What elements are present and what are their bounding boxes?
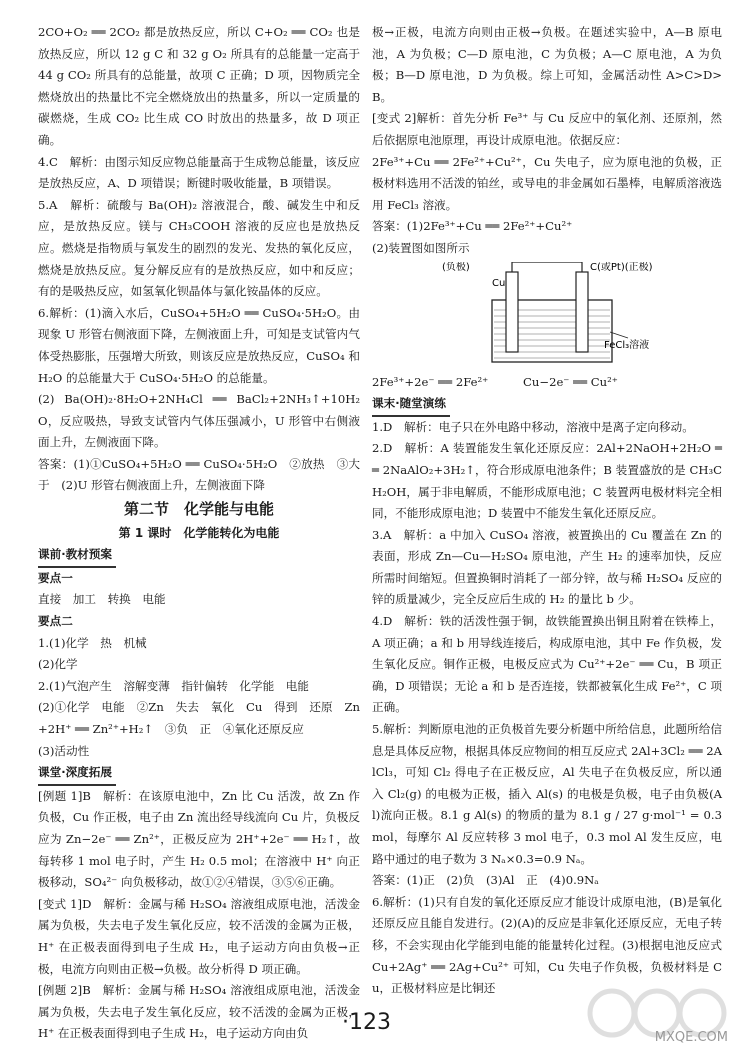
key-point-1: 要点一 — [38, 570, 73, 585]
question-3: 3.A 解析：a 中加入 CuSO₄ 溶液，被置换出的 Cu 覆盖在 Zn 的表面，形成 Zn—Cu—H₂SO₄ 原电池，产生 H₂ 的速率加快，反应所需时间缩短。但置换铜时消耗了一部分锌，故与稀 H₂SO₄ 反应的锌的质量减少，完全反应后生成的 H₂ 的量比 b 少。 — [372, 527, 722, 607]
page-number: ·123 — [342, 1010, 391, 1035]
key-point-2-a: 1.(1)化学 热 机械 — [38, 635, 147, 650]
example-2-cont: 极→正极，电流方向则由正极→负极。在题述实验中，A—B 原电池，A 为负极；C—D 原电池，C 为负极；A—C 原电池，A 为负极；B—D 原电池，D 为负极。综上可知，金属活动性 A>C>D>B。 — [372, 25, 722, 104]
question-6: 6.解析：(1)只有自发的氧化还原反应才能设计成原电池，(B)是氧化还原反应且能自发进行。(2)(A)的反应是非氧化还原反应，无电子转移，不会实现由化学能到电能的能量转化过程。(3)根据电池反应式 Cu+2Ag⁺ ══ 2Ag+Cu²⁺ 可知，Cu 失电子作负极，负极材料是 Cu，正极材料应是比铜还 — [372, 894, 722, 996]
example-2: [例题 2]B 解析：金属与稀 H₂SO₄ 溶液组成原电池，活泼金属为负极，失去电子发生氧化反应，较不活泼的金属为正极，H⁺ 在正极表面得到电子生成 H₂，电子运动方向由负 — [38, 983, 360, 1041]
label-positive: C(或Pt)(正极) — [590, 261, 653, 273]
question-2: 2.D 解析：A 装置能发生氧化还原反应：2Al+2NaOH+2H₂O ══ 2NaAlO₂+3H₂↑，符合形成原电池条件；B 装置盛放的是 CH₃CH₂OH，属于非电解质，不能形成原电池；C 装置两电极材料完全相同，不能形成原电池；D 装置中不能发生氧化还原反应。 — [372, 441, 722, 521]
half-reactions: 2Fe³⁺+2e⁻ ══ 2Fe²⁺ Cu−2e⁻ ══ Cu²⁺ — [372, 374, 618, 389]
example-1: [例题 1]B 解析：在该原电池中，Zn 比 Cu 活泼，故 Zn 作负极，Cu 作正极，电子由 Zn 流出经导线流向 Cu 片，负极反应为 Zn−2e⁻ ══ Zn²⁺，正极反应为 2H⁺+2e⁻ ══ H₂↑，故每转移 1 mol 电子时，产生 H₂ 0.5 mol；在溶液中 H⁺ 向正极移动，SO₄²⁻ 向负极移动，故①②④错误，③⑤⑥正确。 — [38, 788, 360, 890]
label-solution: FeCl₃溶液 — [604, 339, 650, 351]
cu-electrode — [506, 272, 518, 352]
answer-6-result: 答案：(1)①CuSO₄+5H₂O ══ CuSO₄·5H₂O ②放热 ③大于 (2)U 形管右侧液面上升，左侧液面下降 — [38, 456, 360, 493]
answer-5: 5.A 解析：硫酸与 Ba(OH)₂ 溶液混合，酸、碱发生中和反应，是放热反应。镁与 CH₃COOH 溶液的反应也是放热反应。燃烧是指物质与氧发生的剧烈的发光、发热的氧化反应，燃烧是放热反应。复分解反应有的是放热反应，如中和反应；有的是吸热反应，如氢氧化钡晶体与氯化铵晶体的反应。 — [38, 197, 360, 299]
label-cu: Cu — [492, 277, 506, 289]
variant-2-reaction: 2Fe³⁺+Cu ══ 2Fe²⁺+Cu²⁺，Cu 失电子，应为原电池的负极，正极材料选用不活泼的铂丝，或导电的非金属如石墨棒，电解质溶液选用 FeCl₃ 溶液。 — [372, 154, 722, 212]
key-point-2-e: (3)活动性 — [38, 743, 90, 758]
section-title: 第二节 化学能与电能 — [123, 500, 274, 519]
galvanic-cell-diagram — [432, 262, 672, 370]
band-classroom: 课堂·深度拓展 — [38, 762, 116, 786]
variant-2-answer-2: (2)装置图如图所示 — [372, 240, 470, 255]
variant-1: [变式 1]D 解析：金属与稀 H₂SO₄ 溶液组成原电池，活泼金属为负极，失去电子发生氧化反应，较不活泼的金属为正极，H⁺ 在正极表面得到电子生成 H₂，电子运动方向由负极→正极，电流方向则由正极→负极。故分析得 D 项正确。 — [38, 896, 360, 976]
answer-6-part2: (2) Ba(OH)₂·8H₂O+2NH₄Cl ══ BaCl₂+2NH₃↑+10H₂O，反应吸热，导致支试管内气体压强减小，U 形管中右侧液面上升，左侧液面下降。 — [38, 392, 360, 450]
key-point-1-answer: 直接 加工 转换 电能 — [38, 592, 166, 607]
question-1: 1.D 解析：电子只在外电路中移动，溶液中是离子定向移动。 — [372, 419, 694, 434]
cell-svg — [432, 262, 672, 370]
question-5: 5.解析：判断原电池的正负极首先要分析题中所给信息，此题所给信息是具体反应物，根据具体反应物间的相互反应式 2Al+3Cl₂ ══ 2AlCl₃，可知 Cl₂ 得电子在正极反应，Al 失电子在负极反应，所以通入 Cl₂(g) 的电极为正极，插入 Al(s) 的电极是负极，电子由负极(Al)流向正极。8.1 g Al(s) 的物质的量为 8.1 g / 27 g·mol⁻¹ = 0.3 mol，每摩尔 Al 反应转移 3 mol 电子，0.3 mol Al 发生反应，电路中通过的电子数为 3 Nₐ×0.3=0.9 Nₐ。 — [372, 722, 722, 866]
band-practice: 课末·随堂演练 — [372, 393, 450, 417]
key-point-2-d: (2)①化学 电能 ②Zn 失去 氧化 Cu 得到 还原 Zn+2H⁺ ══ Zn²⁺+H₂↑ ③负 正 ④氧化还原反应 — [38, 700, 360, 736]
left-column — [38, 22, 360, 1045]
right-column — [372, 22, 722, 1000]
lesson-title: 第 1 课时 化学能转化为电能 — [118, 525, 280, 540]
band-preview: 课前·教材预案 — [38, 544, 116, 568]
watermark-text: MXQE.COM — [654, 1030, 728, 1045]
key-point-2-b: (2)化学 — [38, 657, 78, 672]
c-electrode — [576, 272, 588, 352]
question-5-answer: 答案：(1)正 (2)负 (3)Al 正 (4)0.9Nₐ — [372, 873, 599, 888]
answer-paragraph: 2CO+O₂ ══ 2CO₂ 都是放热反应，所以 C+O₂ ══ CO₂ 也是放热反应，所以 12 g C 和 32 g O₂ 所具有的总能量一定高于 44 g CO₂ 所具有的总能量，故项 C 正确；D 项，因物质完全燃烧放出的热量比不完全燃烧放出的热量多，所以一定质量的碳燃烧，生成 CO₂ 比生成 CO 时放出的热量多，故 D 项正确。 — [38, 25, 360, 147]
question-4: 4.D 解析：铁的活泼性强于铜，故铁能置换出铜且附着在铁棒上，A 项正确；a 和 b 用导线连接后，构成原电池，其中 Fe 作负极，发生氧化反应。铜作正极，电极反应式为 Cu²⁺+2e⁻ ══ Cu，B 项正确，D 项错误；无论 a 和 b 是否连接，铁都被氧化生成 Fe²⁺，C 项正确。 — [372, 614, 722, 715]
variant-2: [变式 2]解析：首先分析 Fe³⁺ 与 Cu 反应中的氧化剂、还原剂，然后依据原电池原理，再设计成原电池。依据反应： — [372, 111, 722, 147]
key-point-2: 要点二 — [38, 614, 73, 629]
key-point-2-c: 2.(1)气泡产生 溶解变薄 指针偏转 化学能 电能 — [38, 678, 309, 693]
variant-2-answer: 答案：(1)2Fe³⁺+Cu ══ 2Fe²⁺+Cu²⁺ — [372, 219, 573, 234]
label-negative: (负极) — [442, 261, 470, 273]
answer-6: 6.解析：(1)滴入水后，CuSO₄+5H₂O ══ CuSO₄·5H₂O。由现象 U 形管右侧液面下降，左侧液面上升，可知是支试管内气体受热膨胀，压强增大所致，则该反应是放热反应，CuSO₄ 和 H₂O 的总能量大于 CuSO₄·5H₂O 的总能量。 — [38, 305, 360, 385]
answer-4: 4.C 解析：由图示知反应物总能量高于生成物总能量，该反应是放热反应，A、D 项错误；断键时吸收能量，B 项错误。 — [38, 154, 360, 191]
